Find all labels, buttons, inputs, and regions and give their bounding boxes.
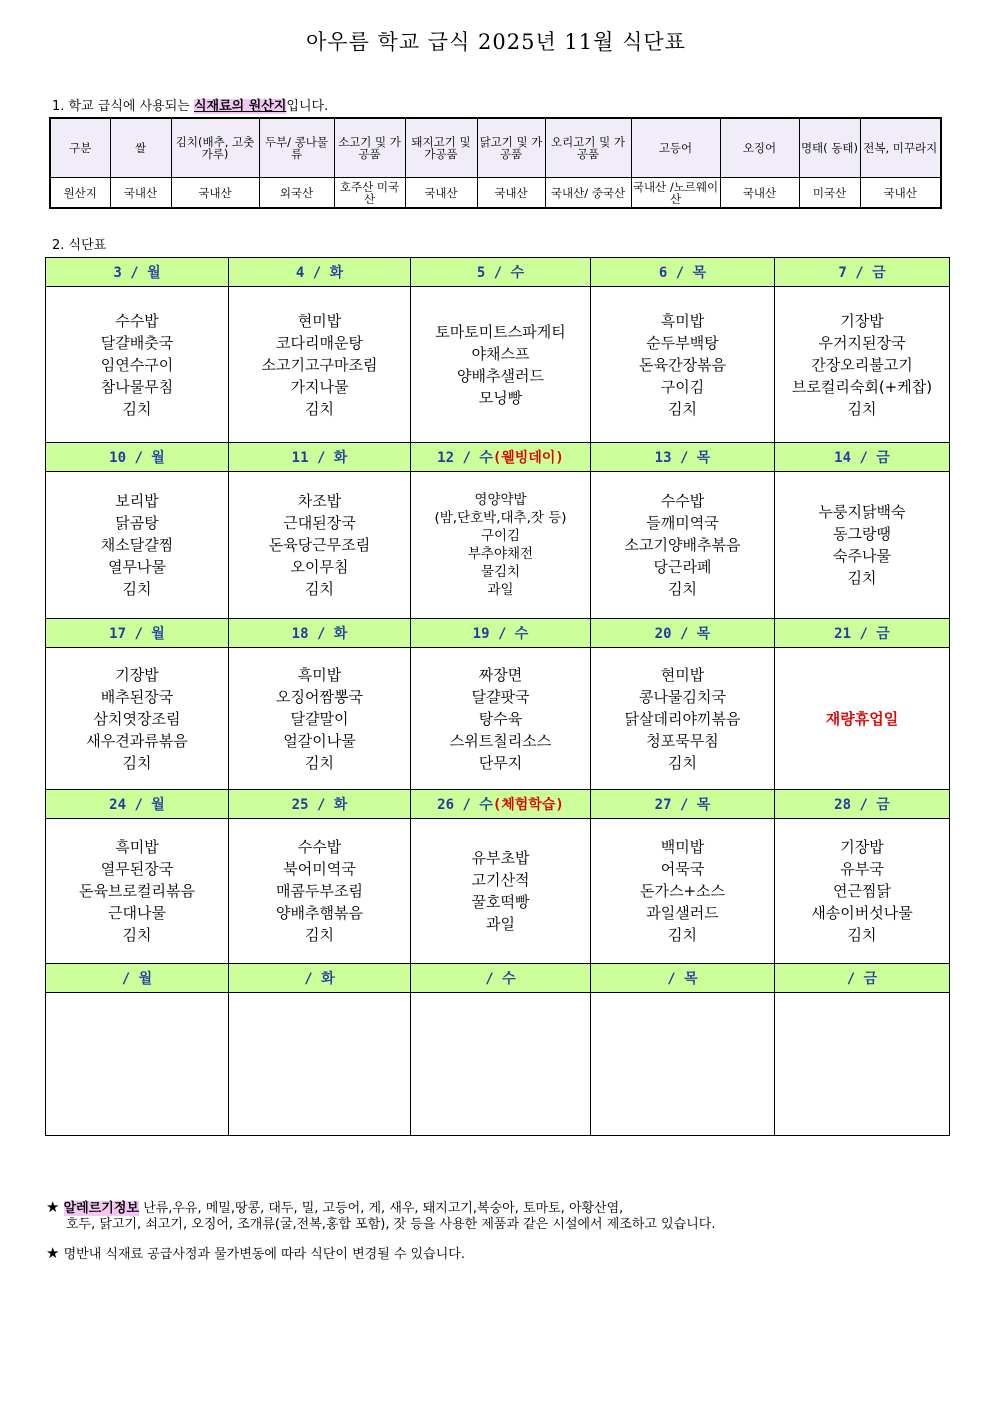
- dish-item: 보리밥: [115, 492, 159, 510]
- date-cell: [229, 964, 411, 993]
- origin-header-cell: 오징어: [720, 118, 799, 178]
- date-label: 26 / 수: [437, 797, 493, 813]
- menu-notice: [46, 1245, 465, 1263]
- dish-item: 북어미역국: [283, 860, 356, 878]
- dish-item: 부추야채전: [467, 546, 534, 562]
- menu-cell: [775, 819, 950, 964]
- origin-heading-highlight: 식재료의 원산지: [193, 99, 287, 114]
- dish-item: 소고기양배추볶음: [624, 536, 741, 554]
- menu-cell: [411, 819, 591, 964]
- date-label: 28 / 금: [834, 797, 890, 813]
- dish-item: 수수밥: [115, 311, 159, 330]
- dish-item: 과일: [487, 582, 514, 598]
- origin-value-cell: 국내산: [171, 178, 259, 209]
- dish-item: 양배추햄볶음: [276, 904, 363, 922]
- origin-value-cell: 국내산 /노르웨이산: [631, 178, 720, 209]
- dish-item: 달걀말이: [290, 709, 349, 728]
- date-cell: [229, 443, 411, 472]
- menu-cell: [591, 648, 775, 790]
- dish-item: 기장밥: [840, 838, 884, 856]
- date-cell: [591, 443, 775, 472]
- origin-heading: [52, 95, 328, 114]
- dish-item: 과일샐러드: [646, 904, 719, 922]
- menu-cell: [775, 993, 950, 1136]
- dish-item: 콩나물김치국: [639, 687, 726, 706]
- menu-cell: [229, 648, 411, 790]
- allergy-line1: 난류,우유, 메밀,땅콩, 대두, 밀, 고등어, 게, 새우, 돼지고기,복숭아, 토마토, 아황산염,: [143, 1201, 624, 1216]
- dish-item: 김치: [305, 753, 334, 772]
- menu-cell: [775, 648, 950, 790]
- dish-item: 김치: [122, 926, 152, 944]
- dish-item: 새우견과류볶음: [86, 731, 188, 750]
- menu-cell: [411, 472, 591, 619]
- dish-item: 동그랑땡: [833, 525, 891, 543]
- menu-cell: [229, 472, 411, 619]
- dish-item: 고기산적: [471, 871, 530, 889]
- dish-item: 김치: [668, 753, 697, 772]
- origin-heading-prefix: 1. 학교 급식에 사용되는: [52, 99, 194, 114]
- dish-item: 들깨미역국: [646, 514, 719, 532]
- dish-item: 탕수육: [478, 709, 523, 728]
- dish-item: 김치: [122, 580, 152, 598]
- origin-value-cell: 국내산: [405, 178, 477, 209]
- date-cell: [591, 619, 775, 648]
- menu-row: [46, 819, 950, 964]
- date-header-row: [46, 258, 950, 287]
- menu-row: [46, 287, 950, 443]
- dish-item: 김치: [122, 399, 152, 418]
- dish-item: 김치: [668, 399, 697, 418]
- origin-header-cell: 돼지고기 및 가공품: [405, 118, 477, 178]
- dish-item: 닭살데리야끼볶음: [624, 709, 741, 728]
- dish-item: 오이무침: [290, 558, 349, 576]
- dish-item: 매콤두부조림: [276, 882, 363, 900]
- date-label: 11 / 화: [291, 450, 348, 466]
- origin-value-cell: 외국산: [259, 178, 334, 209]
- dish-item: 백미밥: [660, 838, 705, 856]
- origin-header-cell: 김치(배추, 고춧가루): [171, 118, 259, 178]
- dish-item: 양배추샐러드: [457, 366, 544, 385]
- dish-item: 흑미밥: [660, 311, 705, 330]
- dish-item: 단무지: [478, 753, 523, 772]
- dish-item: 짜장면: [478, 665, 523, 684]
- dish-item: 김치: [122, 753, 152, 772]
- date-label: / 수: [485, 971, 516, 987]
- page-title: 아우름 학교 급식 2025년 11월 식단표: [306, 30, 686, 54]
- origin-value-cell: 국내산: [860, 178, 941, 209]
- dish-item: 토마토미트스파게티: [435, 322, 566, 341]
- dish-item: 삼치엿장조림: [93, 709, 181, 728]
- origin-value-cell: 국내산: [720, 178, 799, 209]
- dish-item: 물김치: [480, 564, 521, 580]
- menu-cell: [411, 648, 591, 790]
- dish-item: 김치: [305, 580, 334, 598]
- dish-item: (밤,단호박,대추,잣 등): [434, 510, 567, 526]
- menu-cell: [46, 993, 229, 1136]
- menu-cell: [46, 648, 229, 790]
- dish-item: 김치: [847, 399, 877, 418]
- date-label: 13 / 목: [654, 450, 711, 466]
- event-label: (웰빙데이): [492, 450, 564, 466]
- dish-item: 새송이버섯나물: [811, 904, 913, 922]
- date-label: 4 / 화: [295, 265, 344, 281]
- date-label: 25 / 화: [291, 797, 348, 813]
- date-label: 7 / 금: [838, 265, 886, 281]
- dish-item: 꿀호떡빵: [471, 893, 530, 911]
- date-header-row: [46, 964, 950, 993]
- date-cell: [229, 790, 411, 819]
- date-label: 19 / 수: [472, 626, 529, 642]
- date-label: 14 / 금: [834, 450, 890, 466]
- dish-item: 달걀팟국: [471, 687, 530, 706]
- dish-item: 수수밥: [660, 492, 705, 510]
- dish-item: 참나물무침: [100, 377, 174, 396]
- origin-header-cell: 소고기 및 가공품: [334, 118, 405, 178]
- menu-cell: [411, 993, 591, 1136]
- dish-item: 배추된장국: [100, 687, 174, 706]
- dish-item: 흑미밥: [297, 665, 342, 684]
- dish-item: 채소달걀찜: [100, 536, 174, 554]
- dish-item: 구이김: [660, 377, 705, 396]
- date-label: / 화: [304, 971, 335, 987]
- dish-item: 소고기고구마조림: [261, 355, 378, 374]
- menu-row: [46, 648, 950, 790]
- date-cell: [775, 619, 950, 648]
- star-icon: ★: [46, 1198, 60, 1216]
- date-label: 6 / 목: [658, 265, 707, 281]
- allergy-info: [46, 1199, 715, 1233]
- dish-item: 누룽지닭백숙: [818, 503, 906, 521]
- date-cell: [591, 964, 775, 993]
- dish-item: 구이김: [480, 528, 521, 544]
- menu-row: [46, 472, 950, 619]
- dish-item: 모닝빵: [478, 388, 523, 407]
- dish-item: 당근라페: [653, 558, 712, 576]
- menu-heading: 2. 식단표: [52, 238, 107, 253]
- date-cell: [411, 790, 591, 819]
- dish-item: 김치: [668, 926, 697, 944]
- menu-cell: [229, 287, 411, 443]
- dish-item: 열무나물: [108, 558, 166, 576]
- dish-item: 어묵국: [660, 860, 705, 878]
- dish-item: 근대나물: [108, 904, 166, 922]
- date-label: / 월: [121, 971, 153, 987]
- dish-item: 브로컬리숙회(+케찹): [791, 377, 933, 396]
- dish-item: 간장오리불고기: [811, 355, 913, 374]
- dish-item: 현미밥: [297, 311, 342, 330]
- date-header-row: [46, 790, 950, 819]
- date-cell: [775, 964, 950, 993]
- date-cell: [775, 443, 950, 472]
- dish-item: 수수밥: [297, 838, 342, 856]
- dish-item: 닭곰탕: [115, 514, 159, 532]
- menu-cell: [775, 287, 950, 443]
- dish-item: 숙주나물: [833, 547, 891, 565]
- menu-cell: [46, 819, 229, 964]
- origin-header-cell: 닭고기 및 가공품: [477, 118, 545, 178]
- origin-value-cell: 원산지: [50, 178, 110, 209]
- date-cell: [46, 258, 229, 287]
- dish-item: 김치: [305, 926, 334, 944]
- menu-cell: [46, 472, 229, 619]
- dish-item: 유부초밥: [471, 849, 530, 867]
- menu-cell: [775, 472, 950, 619]
- date-cell: [591, 790, 775, 819]
- origin-header-cell: 고등어: [631, 118, 720, 178]
- date-cell: [46, 443, 229, 472]
- origin-heading-suffix: 입니다.: [286, 99, 329, 114]
- date-label: 3 / 월: [113, 265, 161, 281]
- date-label: 17 / 월: [109, 626, 165, 642]
- notice-text: 명반내 식재료 공급사정과 물가변동에 따라 식단이 변경될 수 있습니다.: [63, 1247, 465, 1262]
- allergy-label: 알레르기정보: [63, 1201, 139, 1216]
- date-label: 5 / 수: [476, 265, 525, 281]
- dish-item: 얼갈이나물: [283, 731, 356, 750]
- dish-item: 영양약밥: [474, 492, 527, 508]
- date-header-row: [46, 443, 950, 472]
- dish-item: 코다리매운탕: [276, 333, 363, 352]
- dish-item: 돈육간장볶음: [639, 355, 726, 374]
- dish-item: 청포묵무침: [646, 731, 719, 750]
- allergy-line2: 호두, 닭고기, 쇠고기, 오징어, 조개류(굴,전복,홍합 포함), 잣 등을 사용한 제품과 같은 시설에서 제조하고 있습니다.: [66, 1217, 716, 1232]
- dish-item: 김치: [668, 580, 697, 598]
- dish-item: 김치: [847, 926, 877, 944]
- origin-value-row: [50, 178, 941, 209]
- dish-item: 돈육당근무조림: [268, 536, 371, 554]
- dish-item: 달걀배춧국: [100, 333, 174, 352]
- date-cell: [46, 619, 229, 648]
- dish-item: 기장밥: [115, 665, 159, 684]
- date-cell: [229, 258, 411, 287]
- dish-item: 야채스프: [471, 344, 530, 363]
- date-header-row: [46, 619, 950, 648]
- date-label: / 목: [667, 971, 698, 987]
- menu-table: [45, 257, 950, 1136]
- date-label: 21 / 금: [834, 626, 890, 642]
- menu-cell: [46, 287, 229, 443]
- date-label: 20 / 목: [654, 626, 711, 642]
- dish-item: 임연수구이: [100, 355, 174, 374]
- menu-cell: [591, 819, 775, 964]
- event-label: (체험학습): [492, 797, 564, 813]
- date-cell: [229, 619, 411, 648]
- origin-value-cell: 국내산: [477, 178, 545, 209]
- menu-row: [46, 993, 950, 1136]
- origin-value-cell: 미국산: [799, 178, 860, 209]
- origin-header-row: [50, 118, 941, 178]
- menu-cell: [229, 993, 411, 1136]
- date-cell: [411, 619, 591, 648]
- date-label: / 금: [846, 971, 878, 987]
- holiday-label: 재량휴업일: [825, 709, 899, 728]
- star-icon: ★: [46, 1244, 60, 1262]
- origin-header-cell: 구분: [50, 118, 110, 178]
- dish-item: 흑미밥: [115, 838, 159, 856]
- dish-item: 돈육브로컬리볶음: [79, 882, 195, 900]
- dish-item: 순두부백탕: [646, 333, 719, 352]
- dish-item: 차조밥: [297, 492, 342, 510]
- dish-item: 김치: [305, 399, 334, 418]
- dish-item: 현미밥: [660, 665, 705, 684]
- menu-cell: [229, 819, 411, 964]
- dish-item: 근대된장국: [283, 514, 356, 532]
- date-cell: [411, 258, 591, 287]
- origin-table: [49, 117, 942, 209]
- dish-item: 열무된장국: [100, 860, 174, 878]
- dish-item: 오징어짬뽕국: [276, 687, 363, 706]
- menu-cell: [591, 993, 775, 1136]
- date-cell: [775, 790, 950, 819]
- origin-value-cell: 국내산/ 중국산: [545, 178, 631, 209]
- dish-item: 기장밥: [840, 311, 884, 330]
- dish-item: 유부국: [840, 860, 884, 878]
- date-cell: [591, 258, 775, 287]
- menu-cell: [591, 287, 775, 443]
- date-cell: [46, 964, 229, 993]
- origin-header-cell: 전복, 미꾸라지: [860, 118, 941, 178]
- origin-header-cell: 두부/ 콩나물류: [259, 118, 334, 178]
- date-cell: [411, 964, 591, 993]
- origin-header-cell: 명태( 동태): [799, 118, 860, 178]
- menu-cell: [591, 472, 775, 619]
- origin-value-cell: 호주산 미국산: [334, 178, 405, 209]
- date-cell: [411, 443, 591, 472]
- dish-item: 과일: [486, 915, 515, 933]
- origin-value-cell: 국내산: [110, 178, 171, 209]
- date-label: 27 / 목: [654, 797, 711, 813]
- dish-item: 가지나물: [290, 377, 349, 396]
- date-label: 18 / 화: [291, 626, 348, 642]
- date-label: 10 / 월: [109, 450, 165, 466]
- dish-item: 돈가스+소스: [639, 882, 726, 900]
- date-cell: [46, 790, 229, 819]
- date-cell: [775, 258, 950, 287]
- dish-item: 우거지된장국: [818, 333, 906, 352]
- origin-header-cell: 쌀: [110, 118, 171, 178]
- origin-header-cell: 오리고기 및 가공품: [545, 118, 631, 178]
- dish-item: 김치: [847, 569, 877, 587]
- dish-item: 스위트칠리소스: [449, 731, 552, 750]
- menu-cell: [411, 287, 591, 443]
- dish-item: 연근찜닭: [833, 882, 891, 900]
- date-label: 24 / 월: [109, 797, 165, 813]
- date-label: 12 / 수: [437, 450, 493, 466]
